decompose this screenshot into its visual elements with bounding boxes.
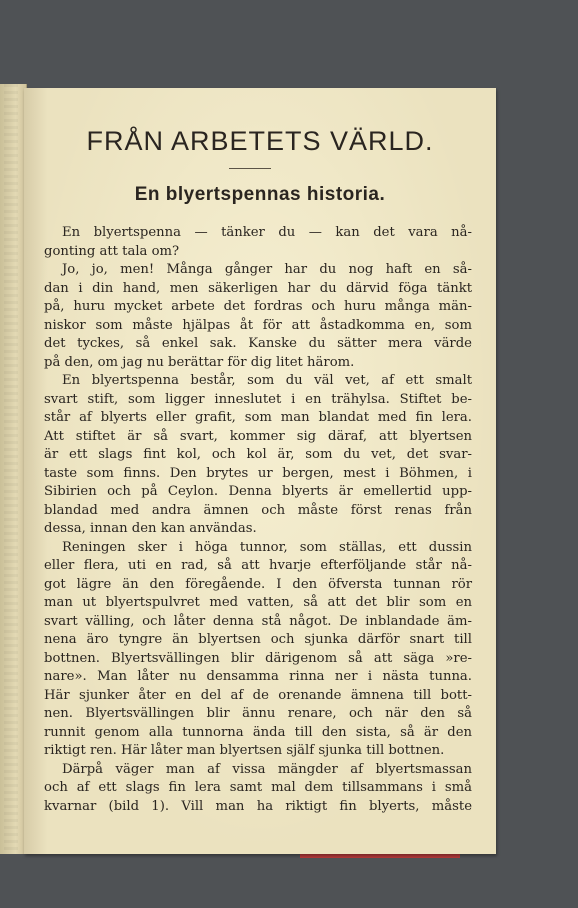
page-stack-edge [4, 84, 18, 854]
text-line: Därpå väger man af vissa mängder af blyertsmassan [62, 761, 472, 777]
text-line: Här sjunker åter en del af de orenande ämnena till bott- [44, 687, 472, 703]
text-line: got lägre än den föregående. I den öfversta tunnan rör [44, 576, 472, 592]
text-line: blandad med andra ämnen och måste först renas från [44, 502, 472, 518]
text-line: dessa, innan den kan användas. [44, 521, 257, 536]
text-line: man ut blyertspulvret med vatten, så att det blir som en [44, 595, 472, 610]
text-line: det tyckes, så enkel sak. Kanske du sätter mera värde [44, 336, 472, 351]
text-line: Reningen sker i höga tunnor, som ställas, ett dussin [62, 539, 472, 555]
text-line: riktigt ren. Här låter man blyertsen själf sjunka till bottnen. [44, 743, 445, 758]
text-line: nen. Blyertsvällingen blir ännu renare, och när den så [44, 706, 472, 721]
section-heading: FRÅN ARBETETS VÄRLD. [86, 126, 434, 156]
text-line: En blyertspenna — tänker du — kan det vara nå- [62, 225, 472, 240]
text-line: niskor som måste hjälpas åt för att åstadkomma en, som [44, 317, 472, 333]
text-line: eller flera, uti en rad, så att hvarje efterföljande står nå- [44, 558, 472, 573]
heading-divider [229, 168, 271, 169]
text-line: bottnen. Blyertsvällingen blir därigenom så att säga »re- [44, 650, 472, 666]
text-line: taste som finns. Den brytes ur bergen, mest i Böhmen, i [44, 465, 472, 481]
text-line: Sibirien och på Ceylon. Denna blyerts är emellertid upp- [44, 484, 472, 499]
text-line: står af blyerts eller grafit, som man blandat med fin lera. [44, 410, 472, 425]
text-line: En blyertspenna består, som du väl vet, af ett smalt [62, 373, 472, 388]
text-line: gonting att tala om? [44, 243, 180, 259]
book-page [24, 88, 496, 854]
previous-page-edge [0, 84, 27, 854]
article-title: En blyertspennas historia. [134, 184, 386, 205]
text-line: nare». Man låter nu densamma rinna ner i nästa tunna. [44, 669, 472, 684]
text-line: Jo, jo, men! Många gånger har du nog haft en så- [62, 262, 472, 277]
text-line: nena äro tyngre än blyertsen och sjunka därför snart till [44, 632, 472, 647]
text-line: är ett slags fint kol, och kol är, som du vet, det svar- [44, 447, 472, 462]
text-line: på, huru mycket arbete det fordras och huru många män- [44, 299, 472, 314]
text-line: dan i din hand, men säkerligen har du därvid föga tänkt [44, 280, 472, 296]
text-line: kvarnar (bild 1). Vill man ha riktigt fin blyerts, måste [44, 798, 472, 814]
article-body [44, 224, 472, 816]
text-line: runnit genom alla tunnorna ända till den sista, så är den [44, 724, 472, 740]
text-line: svart stift, som ligger inneslutet i en trähylsa. Stiftet be- [44, 391, 472, 407]
text-line: Att stiftet är så svart, kommer sig däraf, att blyertsen [44, 428, 472, 444]
text-line: svart välling, och låter denna stå något. De inblandade äm- [44, 613, 472, 629]
text-line: och af ett slags fin lera samt mal dem tillsammans i små [44, 780, 472, 795]
text-line: på den, om jag nu berättar för dig litet härom. [44, 354, 355, 370]
